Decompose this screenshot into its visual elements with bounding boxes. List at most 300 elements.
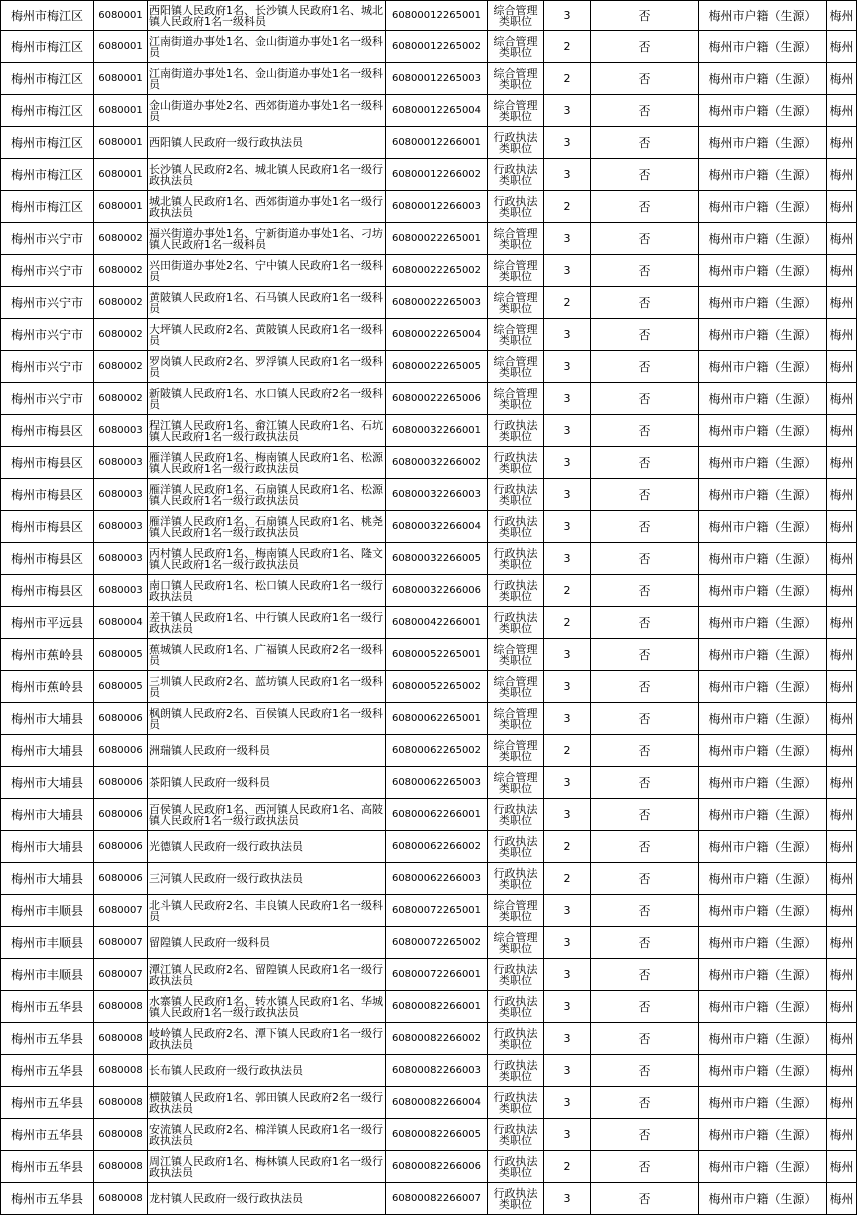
cell-position-code: 60800012265002 [386, 31, 488, 63]
cell-position-name: 南口镇人民政府1名、松口镇人民政府1名一级行政执法员 [148, 575, 386, 607]
cell-city: 梅州 [827, 895, 857, 927]
cell-position-code: 60800012266001 [386, 127, 488, 159]
cell-position-name: 兴田街道办事处2名、宁中镇人民政府1名一级科员 [148, 255, 386, 287]
cell-position-type: 行政执法类职位 [488, 607, 544, 639]
cell-region: 梅州市梅江区 [1, 31, 94, 63]
cell-position-code: 60800012265001 [386, 1, 488, 31]
cell-position-code: 60800032266005 [386, 543, 488, 575]
table-row [1, 799, 857, 831]
cell-position-type: 行政执法类职位 [488, 1183, 544, 1215]
cell-hire-count: 3 [544, 511, 591, 543]
cell-flag: 否 [591, 127, 699, 159]
cell-flag: 否 [591, 991, 699, 1023]
cell-region: 梅州市兴宁市 [1, 255, 94, 287]
cell-region: 梅州市五华县 [1, 1119, 94, 1151]
cell-city: 梅州 [827, 1, 857, 31]
cell-region: 梅州市梅江区 [1, 159, 94, 191]
cell-unit-code: 6080001 [94, 31, 148, 63]
cell-unit-code: 6080001 [94, 63, 148, 95]
cell-unit-code: 6080008 [94, 1055, 148, 1087]
cell-unit-code: 6080001 [94, 159, 148, 191]
cell-position-type: 行政执法类职位 [488, 991, 544, 1023]
cell-hire-count: 3 [544, 895, 591, 927]
cell-flag: 否 [591, 671, 699, 703]
cell-household-requirement: 梅州市户籍（生源） [699, 223, 827, 255]
cell-city: 梅州 [827, 927, 857, 959]
cell-household-requirement: 梅州市户籍（生源） [699, 575, 827, 607]
table-row [1, 575, 857, 607]
cell-unit-code: 6080002 [94, 319, 148, 351]
cell-position-code: 60800072265002 [386, 927, 488, 959]
cell-hire-count: 3 [544, 1119, 591, 1151]
cell-position-code: 60800082266004 [386, 1087, 488, 1119]
cell-flag: 否 [591, 831, 699, 863]
cell-flag: 否 [591, 959, 699, 991]
cell-unit-code: 6080007 [94, 927, 148, 959]
cell-position-code: 60800022265001 [386, 223, 488, 255]
cell-region: 梅州市平远县 [1, 607, 94, 639]
cell-household-requirement: 梅州市户籍（生源） [699, 351, 827, 383]
cell-flag: 否 [591, 1183, 699, 1215]
table-row [1, 639, 857, 671]
table-row [1, 255, 857, 287]
cell-position-code: 60800072266001 [386, 959, 488, 991]
cell-position-name: 横陂镇人民政府1名、郭田镇人民政府2名一级行政执法员 [148, 1087, 386, 1119]
cell-city: 梅州 [827, 575, 857, 607]
cell-position-name: 西阳镇人民政府一级行政执法员 [148, 127, 386, 159]
cell-household-requirement: 梅州市户籍（生源） [699, 255, 827, 287]
cell-household-requirement: 梅州市户籍（生源） [699, 607, 827, 639]
cell-flag: 否 [591, 1055, 699, 1087]
cell-region: 梅州市大埔县 [1, 863, 94, 895]
cell-city: 梅州 [827, 959, 857, 991]
table-row [1, 287, 857, 319]
cell-household-requirement: 梅州市户籍（生源） [699, 287, 827, 319]
table-row [1, 543, 857, 575]
cell-household-requirement: 梅州市户籍（生源） [699, 415, 827, 447]
table-row [1, 1023, 857, 1055]
cell-position-code: 60800052265002 [386, 671, 488, 703]
cell-flag: 否 [591, 543, 699, 575]
cell-hire-count: 3 [544, 959, 591, 991]
cell-region: 梅州市梅江区 [1, 191, 94, 223]
cell-unit-code: 6080001 [94, 191, 148, 223]
cell-position-code: 60800062265003 [386, 767, 488, 799]
cell-flag: 否 [591, 639, 699, 671]
cell-region: 梅州市大埔县 [1, 831, 94, 863]
cell-city: 梅州 [827, 1055, 857, 1087]
table-row [1, 767, 857, 799]
cell-unit-code: 6080002 [94, 351, 148, 383]
cell-city: 梅州 [827, 415, 857, 447]
cell-position-name: 江南街道办事处1名、金山街道办事处1名一级科员 [148, 63, 386, 95]
cell-position-code: 60800062266002 [386, 831, 488, 863]
cell-region: 梅州市兴宁市 [1, 319, 94, 351]
cell-position-name: 洲瑞镇人民政府一级科员 [148, 735, 386, 767]
cell-household-requirement: 梅州市户籍（生源） [699, 735, 827, 767]
cell-hire-count: 3 [544, 927, 591, 959]
cell-position-type: 行政执法类职位 [488, 127, 544, 159]
table-row [1, 447, 857, 479]
cell-region: 梅州市大埔县 [1, 735, 94, 767]
table-row [1, 511, 857, 543]
table-row [1, 31, 857, 63]
cell-hire-count: 3 [544, 1023, 591, 1055]
cell-position-code: 60800082266003 [386, 1055, 488, 1087]
cell-hire-count: 2 [544, 1151, 591, 1183]
cell-flag: 否 [591, 863, 699, 895]
cell-household-requirement: 梅州市户籍（生源） [699, 479, 827, 511]
cell-region: 梅州市梅县区 [1, 447, 94, 479]
cell-region: 梅州市五华县 [1, 1055, 94, 1087]
table-row [1, 895, 857, 927]
cell-position-name: 岐岭镇人民政府2名、潭下镇人民政府1名一级行政执法员 [148, 1023, 386, 1055]
cell-flag: 否 [591, 287, 699, 319]
cell-flag: 否 [591, 1, 699, 31]
cell-position-type: 行政执法类职位 [488, 1023, 544, 1055]
cell-position-type: 行政执法类职位 [488, 1087, 544, 1119]
cell-position-type: 综合管理类职位 [488, 351, 544, 383]
cell-city: 梅州 [827, 351, 857, 383]
cell-city: 梅州 [827, 799, 857, 831]
cell-position-type: 综合管理类职位 [488, 927, 544, 959]
cell-region: 梅州市大埔县 [1, 703, 94, 735]
cell-position-name: 西阳镇人民政府1名、长沙镇人民政府1名、城北镇人民政府1名一级科员 [148, 1, 386, 31]
cell-position-code: 60800032266002 [386, 447, 488, 479]
cell-position-name: 大坪镇人民政府2名、黄陂镇人民政府1名一级科员 [148, 319, 386, 351]
cell-position-type: 行政执法类职位 [488, 447, 544, 479]
cell-unit-code: 6080008 [94, 1151, 148, 1183]
cell-region: 梅州市蕉岭县 [1, 671, 94, 703]
cell-region: 梅州市大埔县 [1, 799, 94, 831]
cell-household-requirement: 梅州市户籍（生源） [699, 927, 827, 959]
cell-position-name: 差干镇人民政府1名、中行镇人民政府1名一级行政执法员 [148, 607, 386, 639]
cell-position-type: 行政执法类职位 [488, 1119, 544, 1151]
cell-hire-count: 3 [544, 799, 591, 831]
cell-position-type: 行政执法类职位 [488, 863, 544, 895]
cell-position-type: 行政执法类职位 [488, 479, 544, 511]
cell-city: 梅州 [827, 159, 857, 191]
table-row [1, 191, 857, 223]
table-row [1, 863, 857, 895]
cell-position-code: 60800022265006 [386, 383, 488, 415]
cell-position-name: 雁洋镇人民政府1名、石扇镇人民政府1名、桃尧镇人民政府1名一级行政执法员 [148, 511, 386, 543]
table-row [1, 671, 857, 703]
cell-region: 梅州市五华县 [1, 991, 94, 1023]
cell-position-type: 行政执法类职位 [488, 799, 544, 831]
cell-city: 梅州 [827, 223, 857, 255]
cell-region: 梅州市蕉岭县 [1, 639, 94, 671]
cell-position-type: 综合管理类职位 [488, 319, 544, 351]
cell-hire-count: 3 [544, 415, 591, 447]
cell-flag: 否 [591, 927, 699, 959]
cell-flag: 否 [591, 703, 699, 735]
cell-hire-count: 3 [544, 447, 591, 479]
table-row [1, 415, 857, 447]
cell-region: 梅州市丰顺县 [1, 959, 94, 991]
cell-city: 梅州 [827, 1023, 857, 1055]
cell-unit-code: 6080006 [94, 767, 148, 799]
cell-position-name: 雁洋镇人民政府1名、石扇镇人民政府1名、松源镇人民政府1名一级行政执法员 [148, 479, 386, 511]
cell-position-type: 综合管理类职位 [488, 735, 544, 767]
cell-household-requirement: 梅州市户籍（生源） [699, 703, 827, 735]
cell-region: 梅州市梅县区 [1, 511, 94, 543]
cell-city: 梅州 [827, 511, 857, 543]
cell-hire-count: 3 [544, 1087, 591, 1119]
cell-hire-count: 3 [544, 671, 591, 703]
table-row [1, 1119, 857, 1151]
cell-position-name: 福兴街道办事处1名、宁新街道办事处1名、刁坊镇人民政府1名一级科员 [148, 223, 386, 255]
cell-household-requirement: 梅州市户籍（生源） [699, 1023, 827, 1055]
cell-household-requirement: 梅州市户籍（生源） [699, 63, 827, 95]
cell-position-code: 60800082266006 [386, 1151, 488, 1183]
cell-position-code: 60800012265004 [386, 95, 488, 127]
cell-household-requirement: 梅州市户籍（生源） [699, 1055, 827, 1087]
cell-household-requirement: 梅州市户籍（生源） [699, 127, 827, 159]
cell-region: 梅州市五华县 [1, 1023, 94, 1055]
cell-household-requirement: 梅州市户籍（生源） [699, 895, 827, 927]
cell-city: 梅州 [827, 127, 857, 159]
table-row [1, 1183, 857, 1215]
cell-household-requirement: 梅州市户籍（生源） [699, 1087, 827, 1119]
cell-position-code: 60800082266007 [386, 1183, 488, 1215]
cell-position-code: 60800082266005 [386, 1119, 488, 1151]
cell-unit-code: 6080003 [94, 447, 148, 479]
cell-household-requirement: 梅州市户籍（生源） [699, 447, 827, 479]
cell-unit-code: 6080003 [94, 415, 148, 447]
cell-hire-count: 3 [544, 1183, 591, 1215]
cell-hire-count: 2 [544, 607, 591, 639]
cell-position-name: 三圳镇人民政府2名、蓝坊镇人民政府1名一级科员 [148, 671, 386, 703]
cell-position-type: 综合管理类职位 [488, 639, 544, 671]
cell-region: 梅州市兴宁市 [1, 223, 94, 255]
cell-city: 梅州 [827, 831, 857, 863]
cell-household-requirement: 梅州市户籍（生源） [699, 383, 827, 415]
cell-hire-count: 3 [544, 1055, 591, 1087]
cell-unit-code: 6080003 [94, 543, 148, 575]
cell-position-type: 行政执法类职位 [488, 191, 544, 223]
cell-hire-count: 2 [544, 63, 591, 95]
cell-flag: 否 [591, 575, 699, 607]
cell-flag: 否 [591, 799, 699, 831]
cell-position-name: 长沙镇人民政府2名、城北镇人民政府1名一级行政执法员 [148, 159, 386, 191]
cell-household-requirement: 梅州市户籍（生源） [699, 1, 827, 31]
cell-hire-count: 3 [544, 543, 591, 575]
cell-household-requirement: 梅州市户籍（生源） [699, 543, 827, 575]
cell-city: 梅州 [827, 287, 857, 319]
cell-city: 梅州 [827, 767, 857, 799]
cell-position-code: 60800012266003 [386, 191, 488, 223]
cell-unit-code: 6080003 [94, 575, 148, 607]
cell-unit-code: 6080006 [94, 703, 148, 735]
cell-region: 梅州市梅江区 [1, 95, 94, 127]
cell-position-name: 光德镇人民政府一级行政执法员 [148, 831, 386, 863]
cell-position-code: 60800082266001 [386, 991, 488, 1023]
cell-hire-count: 3 [544, 767, 591, 799]
cell-position-name: 周江镇人民政府1名、梅林镇人民政府1名一级行政执法员 [148, 1151, 386, 1183]
cell-position-code: 60800062266003 [386, 863, 488, 895]
cell-city: 梅州 [827, 95, 857, 127]
cell-region: 梅州市梅县区 [1, 479, 94, 511]
cell-region: 梅州市五华县 [1, 1183, 94, 1215]
cell-position-code: 60800022265004 [386, 319, 488, 351]
cell-region: 梅州市丰顺县 [1, 927, 94, 959]
cell-unit-code: 6080008 [94, 1023, 148, 1055]
cell-position-code: 60800032266006 [386, 575, 488, 607]
cell-household-requirement: 梅州市户籍（生源） [699, 799, 827, 831]
cell-unit-code: 6080004 [94, 607, 148, 639]
cell-city: 梅州 [827, 1151, 857, 1183]
cell-hire-count: 3 [544, 319, 591, 351]
cell-region: 梅州市梅江区 [1, 1, 94, 31]
cell-hire-count: 3 [544, 703, 591, 735]
cell-city: 梅州 [827, 191, 857, 223]
cell-position-name: 茶阳镇人民政府一级科员 [148, 767, 386, 799]
cell-position-type: 综合管理类职位 [488, 895, 544, 927]
cell-region: 梅州市丰顺县 [1, 895, 94, 927]
cell-position-name: 金山街道办事处2名、西郊街道办事处1名一级科员 [148, 95, 386, 127]
cell-city: 梅州 [827, 31, 857, 63]
cell-unit-code: 6080002 [94, 287, 148, 319]
cell-hire-count: 2 [544, 287, 591, 319]
table-row [1, 127, 857, 159]
cell-position-type: 综合管理类职位 [488, 703, 544, 735]
cell-city: 梅州 [827, 863, 857, 895]
table-row [1, 991, 857, 1023]
cell-unit-code: 6080006 [94, 735, 148, 767]
cell-hire-count: 2 [544, 191, 591, 223]
cell-unit-code: 6080005 [94, 639, 148, 671]
cell-flag: 否 [591, 191, 699, 223]
cell-hire-count: 3 [544, 223, 591, 255]
cell-unit-code: 6080001 [94, 95, 148, 127]
cell-position-type: 行政执法类职位 [488, 159, 544, 191]
cell-flag: 否 [591, 223, 699, 255]
cell-flag: 否 [591, 383, 699, 415]
cell-position-code: 60800052265001 [386, 639, 488, 671]
cell-position-name: 留隍镇人民政府一级科员 [148, 927, 386, 959]
cell-position-name: 三河镇人民政府一级行政执法员 [148, 863, 386, 895]
cell-flag: 否 [591, 95, 699, 127]
cell-position-type: 综合管理类职位 [488, 1, 544, 31]
cell-city: 梅州 [827, 447, 857, 479]
cell-hire-count: 3 [544, 351, 591, 383]
cell-flag: 否 [591, 255, 699, 287]
table-row [1, 383, 857, 415]
cell-position-type: 综合管理类职位 [488, 671, 544, 703]
cell-flag: 否 [591, 415, 699, 447]
cell-position-code: 60800012265003 [386, 63, 488, 95]
table-row [1, 607, 857, 639]
table-row [1, 351, 857, 383]
cell-region: 梅州市大埔县 [1, 767, 94, 799]
cell-flag: 否 [591, 607, 699, 639]
cell-position-name: 枫朗镇人民政府2名、百侯镇人民政府1名一级科员 [148, 703, 386, 735]
cell-city: 梅州 [827, 991, 857, 1023]
cell-position-name: 江南街道办事处1名、金山街道办事处1名一级科员 [148, 31, 386, 63]
cell-household-requirement: 梅州市户籍（生源） [699, 191, 827, 223]
cell-position-code: 60800082266002 [386, 1023, 488, 1055]
table-row [1, 703, 857, 735]
cell-flag: 否 [591, 447, 699, 479]
cell-position-code: 60800062265001 [386, 703, 488, 735]
cell-household-requirement: 梅州市户籍（生源） [699, 1119, 827, 1151]
table-row [1, 63, 857, 95]
cell-position-code: 60800032266003 [386, 479, 488, 511]
cell-position-type: 综合管理类职位 [488, 767, 544, 799]
cell-city: 梅州 [827, 383, 857, 415]
cell-position-type: 综合管理类职位 [488, 255, 544, 287]
cell-position-type: 综合管理类职位 [488, 95, 544, 127]
cell-household-requirement: 梅州市户籍（生源） [699, 319, 827, 351]
cell-position-code: 60800032266001 [386, 415, 488, 447]
cell-hire-count: 2 [544, 735, 591, 767]
cell-position-type: 行政执法类职位 [488, 415, 544, 447]
cell-household-requirement: 梅州市户籍（生源） [699, 1183, 827, 1215]
cell-position-name: 新陂镇人民政府1名、水口镇人民政府2名一级科员 [148, 383, 386, 415]
cell-flag: 否 [591, 63, 699, 95]
table-row [1, 927, 857, 959]
cell-flag: 否 [591, 479, 699, 511]
cell-unit-code: 6080002 [94, 383, 148, 415]
cell-position-type: 行政执法类职位 [488, 575, 544, 607]
cell-position-name: 雁洋镇人民政府1名、梅南镇人民政府1名、松源镇人民政府1名一级行政执法员 [148, 447, 386, 479]
cell-household-requirement: 梅州市户籍（生源） [699, 639, 827, 671]
cell-household-requirement: 梅州市户籍（生源） [699, 1151, 827, 1183]
cell-city: 梅州 [827, 639, 857, 671]
cell-flag: 否 [591, 735, 699, 767]
cell-position-type: 行政执法类职位 [488, 959, 544, 991]
cell-city: 梅州 [827, 319, 857, 351]
cell-unit-code: 6080007 [94, 895, 148, 927]
cell-hire-count: 3 [544, 639, 591, 671]
cell-unit-code: 6080002 [94, 255, 148, 287]
cell-flag: 否 [591, 351, 699, 383]
cell-position-code: 60800062266001 [386, 799, 488, 831]
cell-position-code: 60800022265005 [386, 351, 488, 383]
cell-household-requirement: 梅州市户籍（生源） [699, 671, 827, 703]
cell-flag: 否 [591, 1087, 699, 1119]
cell-unit-code: 6080008 [94, 1087, 148, 1119]
cell-region: 梅州市兴宁市 [1, 287, 94, 319]
cell-position-type: 综合管理类职位 [488, 63, 544, 95]
cell-unit-code: 6080006 [94, 831, 148, 863]
table-row [1, 959, 857, 991]
table-row [1, 223, 857, 255]
cell-position-type: 行政执法类职位 [488, 543, 544, 575]
cell-city: 梅州 [827, 1087, 857, 1119]
table-row [1, 159, 857, 191]
cell-unit-code: 6080005 [94, 671, 148, 703]
cell-position-type: 综合管理类职位 [488, 31, 544, 63]
cell-position-name: 程江镇人民政府1名、畲江镇人民政府1名、石坑镇人民政府1名一级行政执法员 [148, 415, 386, 447]
cell-unit-code: 6080002 [94, 223, 148, 255]
cell-unit-code: 6080008 [94, 991, 148, 1023]
cell-position-code: 60800032266004 [386, 511, 488, 543]
cell-hire-count: 2 [544, 575, 591, 607]
cell-city: 梅州 [827, 607, 857, 639]
cell-hire-count: 3 [544, 1, 591, 31]
cell-position-code: 60800072265001 [386, 895, 488, 927]
cell-flag: 否 [591, 767, 699, 799]
table-row [1, 1087, 857, 1119]
cell-position-type: 行政执法类职位 [488, 831, 544, 863]
cell-region: 梅州市梅县区 [1, 543, 94, 575]
cell-region: 梅州市梅县区 [1, 415, 94, 447]
cell-position-type: 综合管理类职位 [488, 383, 544, 415]
cell-hire-count: 3 [544, 383, 591, 415]
cell-position-type: 综合管理类职位 [488, 287, 544, 319]
